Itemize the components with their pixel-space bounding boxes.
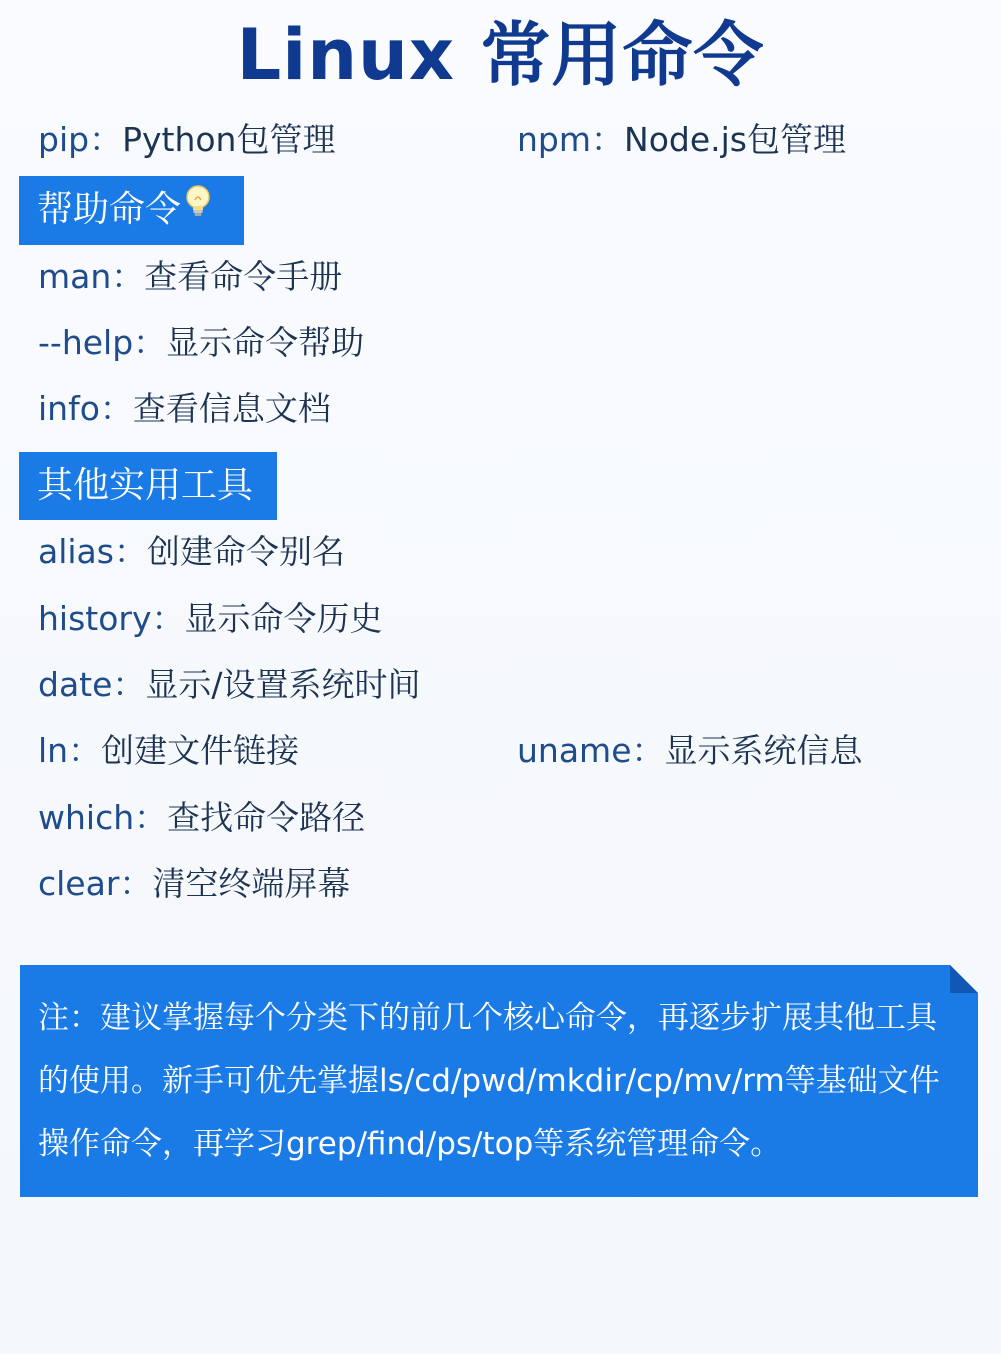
command-description: 查看命令手册 [144,257,343,296]
command-description: 显示命令历史 [184,599,383,638]
command-item-pip [38,118,335,162]
command-description: 查看信息文档 [132,389,331,428]
separator: ： [99,389,133,428]
command-name: info [38,389,100,428]
command-description: 显示命令帮助 [166,323,365,362]
separator: ： [151,599,185,638]
command-description: 创建文件链接 [101,731,300,770]
separator: ： [134,798,168,837]
command-item-npm [517,118,846,162]
command-name: ln [38,731,69,770]
command-name: history [38,599,152,638]
separator: ： [113,532,147,571]
command-item-man [38,255,342,299]
separator: ： [89,120,123,159]
command-name: which [38,798,135,837]
command-name: uname [517,731,632,770]
command-item-ln [38,729,299,773]
command-description: 显示系统信息 [664,731,863,770]
note-box [20,965,978,1197]
command-name: man [38,257,112,296]
command-item-uname [517,729,863,773]
separator: ： [631,731,665,770]
section-heading-help [19,176,244,245]
command-description: 创建命令别名 [146,532,345,571]
command-name: --help [38,323,134,362]
separator: ： [68,731,102,770]
folded-corner-shadow [950,965,978,993]
note-text: 注：建议掌握每个分类下的前几个核心命令，再逐步扩展其他工具的使用。新手可优先掌握ls/cd/pwd/mkdir/cp/mv/rm等基础文件操作命令，再学习grep/find/ps/top等系统管理命令。 [38,1000,940,1162]
section-heading-tools [19,452,277,520]
separator: ： [133,323,167,362]
command-name: clear [38,864,120,903]
section-heading-label: 其他实用工具 [37,465,254,506]
command-item-which [38,796,365,840]
command-name: alias [38,532,114,571]
command-description: 清空终端屏幕 [152,864,351,903]
command-description: 查找命令路径 [167,798,366,837]
command-name: pip [38,120,90,159]
command-description: Python包管理 [122,120,336,159]
command-item-help [38,321,364,365]
separator: ： [119,864,153,903]
command-item-alias [38,530,345,574]
command-description: Node.js包管理 [624,120,846,159]
command-item-clear [38,862,350,906]
separator: ： [111,257,145,296]
command-item-info [38,387,331,431]
command-name: npm [517,120,592,159]
command-item-history [38,597,383,641]
command-item-date [38,663,421,707]
lightbulb-icon [185,174,211,242]
separator: ： [591,120,625,159]
command-name: date [38,665,113,704]
section-heading-label: 帮助命令 [37,189,182,230]
separator: ： [112,665,146,704]
command-description: 显示/设置系统时间 [145,665,421,704]
page-title: Linux 常用命令 [236,14,765,96]
